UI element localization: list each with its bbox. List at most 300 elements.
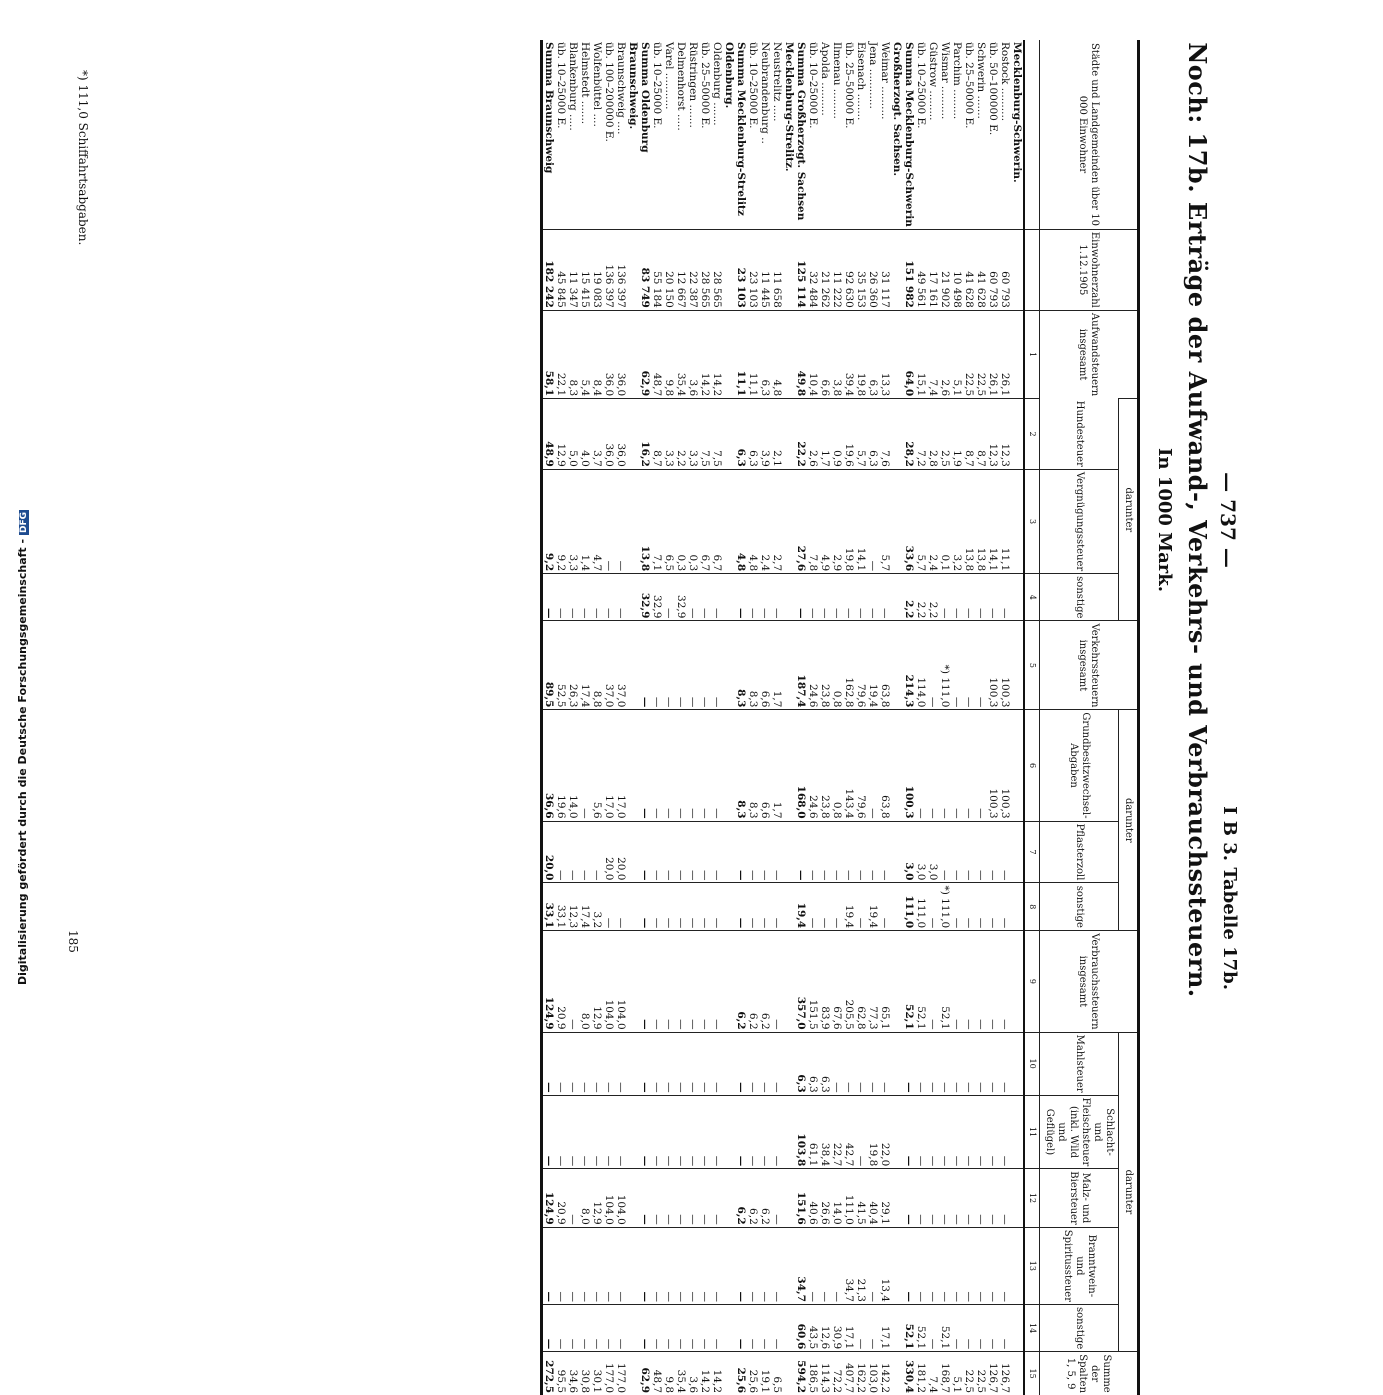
table-cell: 37,0 [615,621,627,710]
table-cell: — [639,1169,651,1227]
table-cell: 13,8 [975,469,987,573]
table-cell: 22,5 [975,310,987,398]
table-cell: 31 117 [879,229,891,310]
table-cell: 25,6 [747,1352,759,1395]
table-cell: — [963,710,975,821]
table-cell: 103,0 [867,1352,879,1395]
dfg-logo: DFG [19,511,29,533]
row-label: Braunschweig. [627,42,639,130]
table-cell: 151,6 [795,1169,807,1227]
table-cell: — [831,821,843,883]
table-cell: — [771,883,783,931]
table-cell: 34,7 [843,1227,855,1304]
row-label: Neubrandenburg .. [759,42,771,144]
col-number: 1 [1024,310,1040,398]
table-cell: — [903,1169,915,1227]
table-cell [627,1352,639,1395]
table-cell: 8,7 [963,399,975,470]
table-cell [627,1304,639,1351]
table-cell: — [567,1095,579,1169]
table-cell: 12,3 [987,399,999,470]
table-cell: 38,4 [819,1095,831,1169]
table-cell: 33,1 [542,883,556,931]
table-cell: — [951,710,963,821]
table-row [999,40,1011,1395]
table-cell: 2,5 [939,399,951,470]
table-cell: — [675,621,687,710]
table-cell [723,1095,735,1169]
table-cell: — [711,710,723,821]
table-cell: 14,1 [855,469,867,573]
table-cell: 48,7 [651,310,663,398]
table-cell: — [639,1227,651,1304]
table-cell: — [843,1032,855,1095]
table-cell: 330,4 [903,1352,915,1395]
table-cell: — [987,821,999,883]
table-cell: — [555,1032,567,1095]
table-cell: 20,0 [542,821,556,883]
table-cell: 3,8 [831,310,843,398]
table-cell: 32,9 [651,574,663,621]
table-cell: — [951,1169,963,1227]
table-cell: — [975,1032,987,1095]
table-cell [891,821,903,883]
table-cell: 24,6 [807,621,819,710]
row-label: Parchim ......... [951,42,963,120]
table-cell [627,1227,639,1304]
table-cell: — [963,931,975,1032]
table-cell: 2,6 [807,399,819,470]
table-cell: 5,7 [879,469,891,573]
table-cell: — [915,1227,927,1304]
table-cell: 52,1 [903,931,915,1032]
table-cell: — [807,821,819,883]
table-cell: 95,5 [555,1352,567,1395]
table-cell: — [939,1169,951,1227]
col-header-c8: sonstige [1040,883,1119,931]
table-cell: — [795,821,807,883]
table-cell: — [711,883,723,931]
table-cell: — [663,621,675,710]
table-cell: — [879,574,891,621]
table-cell: 23,8 [819,621,831,710]
table-cell: 13,8 [639,469,651,573]
table-cell: — [675,1169,687,1227]
table-cell: 6,3 [819,1032,831,1095]
table-cell: 14,2 [711,1352,723,1395]
table-cell: — [615,469,627,573]
table-cell [783,1227,795,1304]
table-cell: 0,8 [831,621,843,710]
table-cell: 19,6 [555,710,567,821]
table-cell: 100,3 [987,710,999,821]
table-cell: 0,1 [939,469,951,573]
table-cell [891,229,903,310]
col-number: 10 [1024,1032,1040,1095]
table-cell: 8,3 [735,621,747,710]
table-cell: — [963,883,975,931]
table-cell: — [591,1227,603,1304]
table-row-summary [903,40,915,1395]
table-cell: — [735,1095,747,1169]
table-row [675,40,687,1395]
table-row [603,40,615,1395]
table-cell: — [675,821,687,883]
table-cell: — [819,883,831,931]
table-cell: 45 845 [555,229,567,310]
table-cell: — [711,574,723,621]
table-cell: 92 630 [843,229,855,310]
row-label: Weimar .......... [879,42,891,120]
col-number: 2 [1024,399,1040,470]
table-cell: — [999,1169,1011,1227]
table-cell: — [867,1304,879,1351]
table-cell: — [807,883,819,931]
table-cell: 60 793 [999,229,1011,310]
row-label: Wismar .......... [939,42,951,120]
col-number: 8 [1024,883,1040,931]
col-number: 6 [1024,710,1040,821]
table-cell: 7,5 [711,399,723,470]
table-cell: 79,6 [855,621,867,710]
table-cell: — [651,1304,663,1351]
table-cell: — [987,1304,999,1351]
table-cell: — [687,1227,699,1304]
table-cell: — [639,1032,651,1095]
table-cell: 40,6 [807,1169,819,1227]
table-cell: — [687,883,699,931]
table-cell: 100,3 [999,621,1011,710]
table-row [879,40,891,1395]
table-cell: 7,1 [651,469,663,573]
table-cell: — [639,621,651,710]
table-cell: 60,6 [795,1304,807,1351]
table-cell: 2,6 [939,310,951,398]
table-cell: 83 749 [639,229,651,310]
table-cell: 124,9 [542,931,556,1032]
table-cell: — [939,574,951,621]
table-cell: 60 793 [987,229,999,310]
table-cell [627,469,639,573]
table-cell: — [615,574,627,621]
table-cell: 35,4 [675,1352,687,1395]
table-cell: — [999,1304,1011,1351]
table-cell [723,399,735,470]
table-cell: — [759,821,771,883]
table-cell: — [975,1304,987,1351]
table-cell: — [615,883,627,931]
table-cell: — [927,1095,939,1169]
table-cell: — [579,710,591,821]
table-row [819,40,831,1395]
table-cell [1011,883,1024,931]
table-cell: 62,8 [855,931,867,1032]
table-cell: — [603,574,615,621]
table-cell: — [879,1032,891,1095]
table-cell: 67,6 [831,931,843,1032]
table-cell: — [555,1095,567,1169]
table-cell: — [831,883,843,931]
row-label: Summa Mecklenburg-Strelitz [735,42,747,216]
table-row [855,40,867,1395]
table-cell: 22,5 [975,1352,987,1395]
table-cell: 11,1 [999,469,1011,573]
table-cell: — [663,1032,675,1095]
digitization-credit [16,510,29,985]
table-cell: — [542,1095,556,1169]
table-cell: 65,1 [879,931,891,1032]
table-row-summary [795,40,807,1395]
table-cell: — [747,1095,759,1169]
table-cell: — [927,883,939,931]
table-cell: — [855,574,867,621]
table-cell [783,1032,795,1095]
table-cell: — [555,1304,567,1351]
table-cell: 17,4 [579,883,591,931]
table-cell: 10,4 [807,310,819,398]
table-cell: — [663,1304,675,1351]
table-cell: — [747,1304,759,1351]
table-cell: 9,2 [542,469,556,573]
table-cell: 3,2 [951,469,963,573]
table-cell: — [975,1227,987,1304]
row-label: Varel ........... [663,42,675,110]
table-cell: 41,5 [855,1169,867,1227]
col-number: 15 [1024,1352,1040,1395]
table-cell: 14,2 [699,310,711,398]
table-cell: 25,6 [735,1352,747,1395]
table-cell: — [999,1227,1011,1304]
row-label: üb. 25–50000 E. [843,42,855,129]
table-cell: — [867,469,879,573]
table-cell: — [951,883,963,931]
table-cell: 33,1 [555,883,567,931]
table-cell: 168,7 [939,1352,951,1395]
table-row-summary [723,40,735,1395]
table-cell: — [555,574,567,621]
table-cell: 3,0 [915,821,927,883]
table-cell: — [771,1227,783,1304]
row-label: Oldenburg ....... [711,42,723,126]
table-cell: — [759,883,771,931]
table-cell: 11 658 [771,229,783,310]
table-cell: — [663,883,675,931]
table-cell: — [771,1095,783,1169]
table-cell: 64,0 [903,310,915,398]
table-cell: 27,6 [795,469,807,573]
table-cell: — [951,1227,963,1304]
table-cell: 22,2 [795,399,807,470]
table-cell: 58,1 [542,310,556,398]
table-cell: — [687,931,699,1032]
table-cell: — [987,574,999,621]
table-cell [627,574,639,621]
table-cell: 182 242 [542,229,556,310]
table-cell: — [579,1032,591,1095]
table-cell: 4,8 [735,469,747,573]
table-cell: — [819,821,831,883]
table-cell: — [567,821,579,883]
table-row [867,40,879,1395]
table-cell [723,710,735,821]
row-label: Großherzogt. Sachsen. [891,42,903,177]
table-cell: 30,8 [579,1352,591,1395]
table-cell: 11 445 [759,229,771,310]
table-cell: — [975,821,987,883]
table-cell: — [915,1169,927,1227]
table-cell: 7,8 [807,469,819,573]
table-cell: 2,8 [927,399,939,470]
row-label: Mecklenburg-Strelitz. [783,42,795,172]
table-row [747,40,759,1395]
table-cell: — [603,1095,615,1169]
table-cell: — [975,883,987,931]
table-cell: — [651,931,663,1032]
col-header-c1: Aufwandsteuern insgesamt [1040,310,1139,398]
table-cell: — [999,1032,1011,1095]
row-label: Delmenhorst ..... [675,42,687,131]
table-cell: 114,0 [915,621,927,710]
table-row [771,40,783,1395]
table-cell: — [999,574,1011,621]
table-cell [783,1095,795,1169]
table-cell: 7,2 [915,399,927,470]
table-row-summary [639,40,651,1395]
table-cell: — [567,574,579,621]
table-row [975,40,987,1395]
table-cell: 17,4 [579,621,591,710]
table-cell: 19,8 [867,1095,879,1169]
row-label: Braunschweig .... [615,42,627,135]
table-cell: 5,1 [951,1352,963,1395]
table-cell: 52,1 [903,1304,915,1351]
table-cell: — [747,574,759,621]
table-cell: — [663,574,675,621]
table-cell [891,399,903,470]
table-cell: — [987,1227,999,1304]
table-cell: — [867,821,879,883]
table-cell [891,1304,903,1351]
table-cell: 17,1 [879,1304,891,1351]
table-cell: — [699,710,711,821]
table-cell: — [542,1304,556,1351]
table-cell: — [567,1304,579,1351]
table-cell [723,229,735,310]
table-cell: 136 397 [603,229,615,310]
table-cell: 21 262 [819,229,831,310]
col-header-c6: Grundbesitzwechsel-Abgaben [1040,710,1119,821]
table-cell: 20,9 [555,931,567,1032]
table-cell: 177,0 [603,1352,615,1395]
table-cell: 8,3 [735,710,747,821]
table-cell [1011,399,1024,470]
table-cell: — [771,821,783,883]
table-row [807,40,819,1395]
col-header-c3: Vergnügungssteuer [1040,469,1119,573]
table-cell: 3,9 [759,399,771,470]
table-cell: 6,3 [867,399,879,470]
table-cell: — [879,821,891,883]
table-cell: 2,1 [771,399,783,470]
table-cell: 1,7 [819,399,831,470]
page-title: Noch: 17b. Erträge der Aufwand-, Verkehrs- und Verbrauchssteuern. [1183,42,1212,998]
table-cell: 6,6 [759,710,771,821]
table-cell: 34,6 [567,1352,579,1395]
row-label: üb. 10–25000 E. [555,42,567,129]
table-row [687,40,699,1395]
table-cell: — [951,1304,963,1351]
table-cell: 35,4 [675,310,687,398]
table-cell: 28,2 [903,399,915,470]
table-cell: 39,4 [843,310,855,398]
table-cell: 11,1 [735,310,747,398]
table-cell: — [687,574,699,621]
table-cell: — [963,574,975,621]
table-cell: 23,8 [819,710,831,821]
table-cell: — [651,1227,663,1304]
table-cell: — [771,1304,783,1351]
table-cell: 6,2 [747,931,759,1032]
table-cell: 104,0 [615,931,627,1032]
row-label: üb. 10–25000 E. [747,42,759,129]
table-cell: 4,9 [819,469,831,573]
table-cell: 79,6 [855,710,867,821]
table-cell: 8,3 [567,310,579,398]
table-cell: 83,9 [819,931,831,1032]
table-cell [723,621,735,710]
table-cell: — [735,1304,747,1351]
table-cell: — [939,1095,951,1169]
table-cell [783,821,795,883]
table-cell: 20,0 [615,821,627,883]
col-number: 4 [1024,574,1040,621]
table-cell: — [555,821,567,883]
table-row [987,40,999,1395]
table-cell [1011,1169,1024,1227]
table-cell: 4,8 [771,310,783,398]
tax-table [540,40,1140,1395]
table-row [663,40,675,1395]
table-cell [723,1169,735,1227]
table-row-summary [735,40,747,1395]
table-cell: — [759,1095,771,1169]
table-cell: 6,2 [735,931,747,1032]
table-cell: — [927,710,939,821]
table-cell: — [831,574,843,621]
table-cell: *) 111,0 [939,621,951,710]
table-row [651,40,663,1395]
table-cell: 5,1 [951,310,963,398]
table-row [567,40,579,1395]
table-cell: — [975,931,987,1032]
table-cell [1011,621,1024,710]
table-cell: 142,2 [879,1352,891,1395]
table-cell: 20 150 [663,229,675,310]
table-cell: — [542,1032,556,1095]
table-cell: 14,0 [831,1169,843,1227]
table-cell: — [927,1169,939,1227]
col-header-c10: Mahlsteuer [1040,1032,1119,1095]
table-cell: — [675,883,687,931]
table-cell: 28 565 [699,229,711,310]
col-number: 12 [1024,1169,1040,1227]
table-cell: — [975,574,987,621]
table-cell: — [542,1227,556,1304]
table-cell: 32 484 [807,229,819,310]
table-cell: 104,0 [603,1169,615,1227]
table-cell: 19,4 [843,883,855,931]
table-cell: 63,8 [879,710,891,821]
